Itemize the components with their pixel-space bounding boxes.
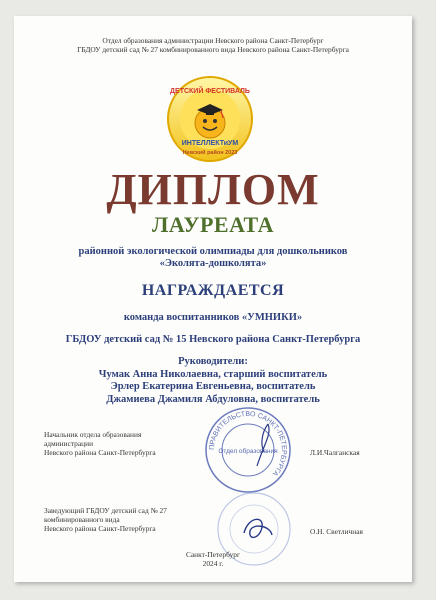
olympiad-line-2: «Эколята-дошколята» [159, 258, 267, 269]
signatory-2-line-1: Заведующий ГБДОУ детский сад № 27 [44, 506, 167, 515]
issuer-line-1: Отдел образования администрации Невского района Санкт-Петербург [102, 36, 324, 45]
signatory-1-line-1: Начальник отдела образования [44, 430, 142, 439]
team-name: команда воспитанников «УМНИКИ» [123, 312, 303, 323]
awarded-heading: НАГРАЖДАЕТСЯ [141, 282, 285, 299]
signatory-1-line-3: Невского района Санкт-Петербурга [44, 448, 156, 457]
city: Санкт-Петербург [185, 550, 241, 559]
stamp-center-text: Отдел образования [218, 448, 278, 455]
festival-logo [164, 73, 256, 165]
year: 2024 г. [202, 559, 224, 568]
official-stamp [202, 404, 294, 496]
issuer-header [14, 36, 412, 54]
issuer-line-2: ГБДОУ детский сад № 27 комбинированного вида Невского района Санкт-Петербурга [77, 45, 349, 54]
logo-text-mid: ИНТЕЛЛЕКТиУМ [181, 140, 239, 147]
leaders-block [14, 356, 412, 406]
signatory-2-line-2: комбинированного вида [44, 515, 120, 524]
signatory-1-name: Л.И.Чалганская [310, 448, 360, 457]
leaders-heading: Руководители: [178, 356, 248, 367]
diploma-subtitle: ЛАУРЕАТА [151, 212, 275, 237]
leader-item: Джамиева Джамиля Абдуловна, воспитатель [106, 393, 320, 405]
signatory-2-name: О.Н. Светличная [310, 527, 363, 536]
diploma-sheet [14, 16, 412, 582]
stamp-ring-text: ПРАВИТЕЛЬСТВО САНКТ-ПЕТЕРБУРГА [208, 410, 288, 477]
signatory-1-title [44, 430, 194, 457]
olympiad-line-1: районной экологической олимпиады для дошкольников [78, 246, 348, 257]
signatory-2-title [44, 506, 194, 533]
olympiad-name [14, 246, 412, 270]
signatory-2-line-3: Невского района Санкт-Петербурга [44, 524, 156, 533]
logo-text-bottom: Невский район 2023 [182, 150, 238, 156]
leader-item: Чумак Анна Николаевна, старший воспитатель [98, 368, 328, 380]
diploma-title: ДИПЛОМ [106, 165, 320, 214]
signatory-1-line-2: администрации [44, 439, 94, 448]
logo-text-top: ДЕТСКИЙ ФЕСТИВАЛЬ [170, 88, 250, 95]
leader-item: Эрлер Екатерина Евгеньевна, воспитатель [110, 381, 316, 392]
place-and-date [14, 550, 412, 568]
school-name: ГБДОУ детский сад № 15 Невского района Санкт-Петербурга [65, 334, 361, 345]
svg-text:ПРАВИТЕЛЬСТВО САНКТ-ПЕТЕРБУРГА [209, 411, 287, 477]
